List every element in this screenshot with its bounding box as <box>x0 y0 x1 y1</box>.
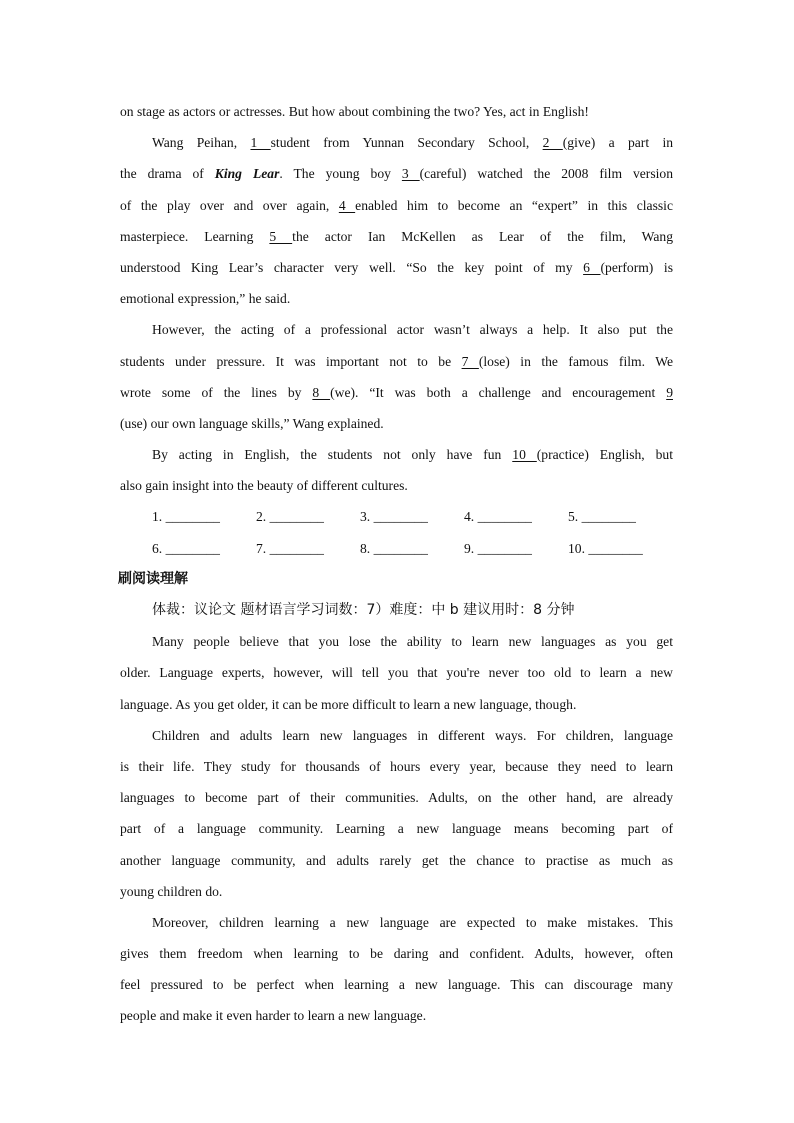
reading-passage <box>120 626 673 1031</box>
text-run: (practice) English, but <box>536 447 673 463</box>
blank-number: 7 <box>461 353 479 369</box>
answer-blank: 1. ________ <box>152 509 220 525</box>
reading-line: language. As you get older, it can be more difficult to learn a new language, though. <box>120 696 577 712</box>
reading-line: older. Language experts, however, will tell you that you're never too old to learn a new <box>120 665 673 681</box>
answer-blank: 8. ________ <box>360 540 428 556</box>
cloze-line <box>120 377 673 408</box>
text-run: the actor Ian McKellen as Lear of the film, Wang <box>292 228 673 244</box>
answer-blank: 7. ________ <box>256 540 324 556</box>
cloze-line: on stage as actors or actresses. But how about combining the two? Yes, act in English! <box>120 104 589 119</box>
cloze-passage <box>120 96 673 501</box>
reading-line: Moreover, children learning a new language are expected to make mistakes. This <box>152 914 673 930</box>
cloze-line <box>120 158 673 189</box>
text-run: . The young boy <box>279 166 402 182</box>
text-run: (we). “It was both a challenge and encouragement <box>330 384 667 400</box>
answer-blank: 6. ________ <box>152 540 220 556</box>
reading-line: is their life. They study for thousands of hours every year, because they need to learn <box>120 758 673 774</box>
cloze-line <box>120 439 673 470</box>
text-run: of the play over and over again, <box>120 197 339 213</box>
reading-line: part of a language community. Learning a new language means becoming part of <box>120 821 673 837</box>
reading-line: gives them freedom when learning to be daring and confident. Adults, however, often <box>120 946 673 962</box>
text-run: (lose) in the famous film. We <box>478 353 673 369</box>
cloze-line <box>120 221 673 252</box>
text-run: (careful) watched the 2008 film version <box>419 166 673 182</box>
answer-blank: 5. ________ <box>568 509 636 525</box>
cloze-line: emotional expression,” he said. <box>120 291 291 307</box>
text-run: enabled him to become an “expert” in this classic <box>355 197 673 213</box>
answer-row-2 <box>120 533 673 564</box>
blank-number: 8 <box>312 384 331 400</box>
cloze-line: also gain insight into the beauty of different cultures. <box>120 478 408 494</box>
reading-line: Many people believe that you lose the ability to learn new languages as you get <box>152 634 673 650</box>
section-heading: 刷阅读理解 <box>118 570 188 587</box>
text-run: students under pressure. It was important not to be <box>120 353 462 369</box>
blank-number: 1 <box>250 135 271 151</box>
reading-line: feel pressured to be perfect when learning a new language. This can discourage many <box>120 977 673 993</box>
answer-blank: 9. ________ <box>464 540 532 556</box>
answer-blank: 10. ________ <box>568 540 643 556</box>
cloze-line <box>120 190 673 221</box>
title-text: King Lear <box>214 166 280 182</box>
blank-number: 5 <box>269 228 293 244</box>
text-run: masterpiece. Learning <box>120 228 270 244</box>
reading-line: young children do. <box>120 883 223 899</box>
text-run: the drama of <box>120 166 215 182</box>
blank-number: 4 <box>338 197 356 213</box>
section-meta: 体裁：议论文 题材语言学习词数：7）难度：中 b 建议用时：8 分钟 <box>152 602 575 618</box>
answer-row-1 <box>120 501 673 532</box>
cloze-line: However, the acting of a professional actor wasn’t always a help. It also put the <box>152 322 673 338</box>
reading-line: people and make it even harder to learn a new language. <box>120 1008 427 1024</box>
reading-line: languages to become part of their communities. Adults, on the other hand, are already <box>120 790 673 806</box>
answer-blank: 4. ________ <box>464 509 532 525</box>
text-run: wrote some of the lines by <box>120 384 313 400</box>
blank-number: 3 <box>401 166 420 182</box>
answer-blank: 2. ________ <box>256 509 324 525</box>
document-page <box>120 96 673 1032</box>
cloze-line <box>120 127 673 158</box>
answer-blank: 3. ________ <box>360 509 428 525</box>
text-run: student from Yunnan Secondary School, <box>270 135 543 151</box>
text-run: By acting in English, the students not only have fun <box>152 447 513 463</box>
blank-number: 9 <box>666 384 673 400</box>
blank-number: 2 <box>542 135 563 151</box>
reading-line: another language community, and adults rarely get the chance to practise as much as <box>120 852 673 868</box>
text-run: (perform) is <box>600 259 673 275</box>
text-run: understood King Lear’s character very well. “So the key point of my <box>120 259 584 275</box>
cloze-line <box>120 346 673 377</box>
blank-number: 10 <box>512 447 537 463</box>
cloze-line <box>120 252 673 283</box>
text-run: (give) a part in <box>562 135 673 151</box>
blank-number: 6 <box>583 259 601 275</box>
reading-line: Children and adults learn new languages in different ways. For children, language <box>152 727 673 743</box>
text-run: Wang Peihan, <box>152 135 251 151</box>
cloze-line: (use) our own language skills,” Wang explained. <box>120 415 384 431</box>
